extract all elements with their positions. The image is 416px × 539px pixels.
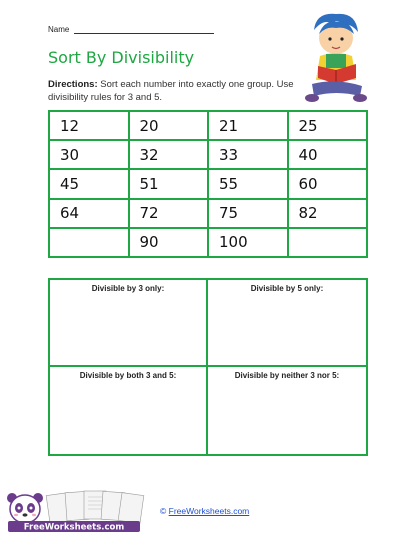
number-cell: 20 [129,111,209,140]
logo-wordmark: FreeWorksheets.com [23,522,125,533]
group-divisible-by-3[interactable] [50,280,208,367]
group-divisible-by-neither[interactable] [208,367,366,454]
number-cell: 21 [208,111,288,140]
copyright-symbol: © [160,506,167,516]
name-line[interactable] [74,24,214,34]
number-cell: 32 [129,140,209,169]
number-cell: 51 [129,169,209,198]
group-label: Divisible by 5 only: [250,284,324,293]
directions [48,78,308,104]
table-row [49,140,367,169]
number-cell: 25 [288,111,368,140]
group-divisible-by-5[interactable] [208,280,366,367]
number-cell: 75 [208,199,288,228]
number-cell: 40 [288,140,368,169]
number-cell: 64 [49,199,129,228]
number-cell: 12 [49,111,129,140]
freeworksheets-logo [4,488,174,534]
sorting-grid [48,278,368,456]
number-cell: 100 [208,228,288,257]
number-cell [49,228,129,257]
number-cell: 82 [288,199,368,228]
table-row [49,111,367,140]
worksheet-thumbnails-icon [46,491,144,523]
name-row [48,24,214,34]
group-label: Divisible by both 3 and 5: [79,371,177,380]
group-label: Divisible by neither 3 nor 5: [234,371,340,380]
number-cell: 60 [288,169,368,198]
boy-reading-illustration [300,8,370,108]
worksheet-title: Sort By Divisibility [48,48,195,67]
number-cell: 33 [208,140,288,169]
number-cell: 90 [129,228,209,257]
table-row [49,199,367,228]
number-cell: 55 [208,169,288,198]
site-link[interactable]: FreeWorksheets.com [168,506,250,516]
number-cell: 30 [49,140,129,169]
number-cell: 72 [129,199,209,228]
number-cell: 45 [49,169,129,198]
group-label: Divisible by 3 only: [91,284,165,293]
table-row [49,228,367,257]
table-row [49,169,367,198]
directions-text: Sort each number into exactly one group. Use divisibility rules for 3 and 5. [48,79,294,103]
panda-mascot-icon [7,493,43,523]
numbers-table [48,110,368,258]
number-cell [288,228,368,257]
group-divisible-by-both[interactable] [50,367,208,454]
name-label: Name [48,25,70,34]
directions-label: Directions: [48,79,98,90]
